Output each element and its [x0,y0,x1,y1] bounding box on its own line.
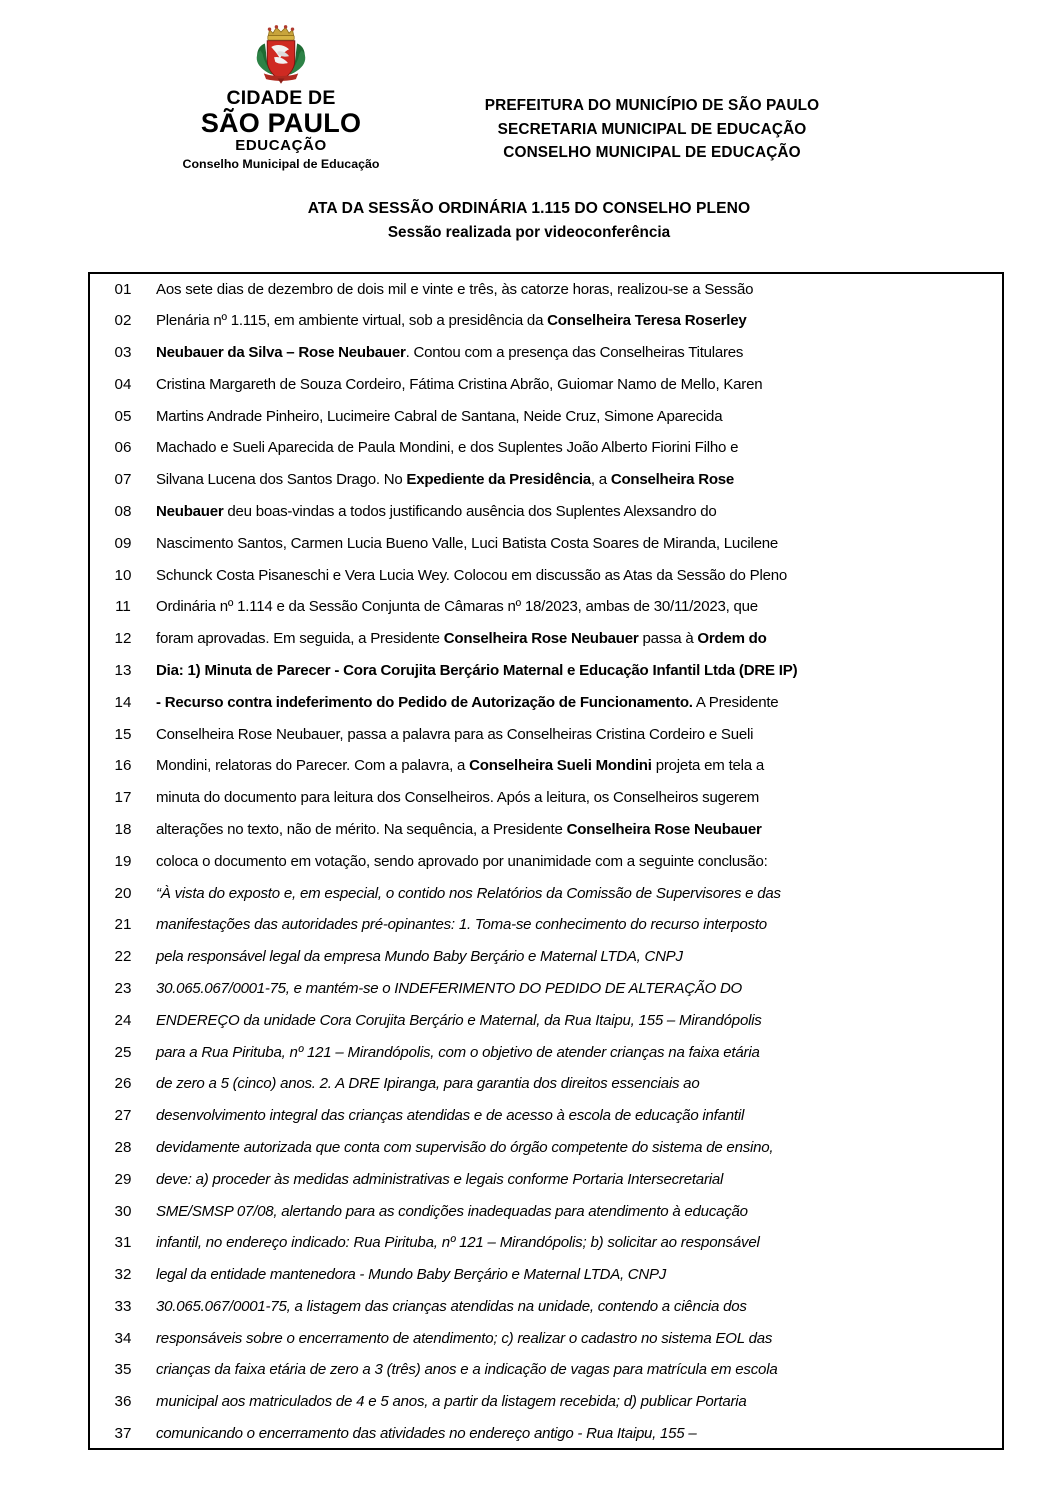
line-text-cell [156,496,1003,528]
line-text-cell [156,1322,1003,1354]
line-text-cell [156,845,1003,877]
line-text-cell [156,1418,1003,1450]
line-text: legal da entidade mantenedora - Mundo Baby Berçário e Maternal LTDA, CNPJ [156,1266,666,1284]
line-text-cell [156,368,1003,400]
line-text-cell [156,1100,1003,1132]
line-number-cell: 02 [114,312,132,330]
line-text: Plenária nº 1.115, em ambiente virtual, sob a presidência da Conselheira Teresa Roserley [156,312,747,330]
table-row [89,368,1003,400]
line-text: minuta do documento para leitura dos Conselheiros. Após a leitura, os Conselheiros sugerem [156,789,760,807]
line-number-cell: 24 [114,1011,132,1029]
line-text: Nascimento Santos, Carmen Lucia Bueno Valle, Luci Batista Costa Soares de Miranda, Lucilene [156,534,779,552]
line-text-cell [156,1068,1003,1100]
table-row [89,655,1003,687]
line-text-cell [156,782,1003,814]
line-number-cell: 20 [114,884,132,902]
table-row [89,973,1003,1005]
line-text: pela responsável legal da empresa Mundo Baby Berçário e Maternal LTDA, CNPJ [156,948,683,966]
line-text-cell [156,273,1003,305]
line-number-cell: 35 [114,1361,132,1379]
line-text: municipal aos matriculados de 4 e 5 anos, a partir da listagem recebida; d) publicar Portaria [156,1393,747,1411]
line-number-cell: 28 [114,1138,132,1156]
line-number-cell: 09 [114,534,132,552]
line-text: Schunck Costa Pisaneschi e Vera Lucia Wey. Colocou em discussão as Atas da Sessão do Pleno [156,566,788,584]
table-row [89,909,1003,941]
line-text: 30.065.067/0001-75, a listagem das crianças atendidas na unidade, contendo a ciência dos [156,1297,747,1315]
line-number-cell: 16 [114,757,132,775]
line-text-cell [156,305,1003,337]
line-number-cell: 27 [114,1107,132,1125]
document-title-block [0,197,1058,244]
line-number-cell: 07 [114,471,132,489]
line-text-cell [156,1004,1003,1036]
line-number-cell: 33 [114,1297,132,1315]
sao-paulo-education-logo [168,24,394,172]
page-title: ATA DA SESSÃO ORDINÁRIA 1.115 DO CONSELHO PLENO [307,200,751,217]
line-text: Silvana Lucena dos Santos Drago. No Expediente da Presidência, a Conselheira Rose [156,471,735,489]
table-row [89,559,1003,591]
line-text-cell [156,655,1003,687]
ata-line-table [88,272,1004,1450]
logo-line-cidade-de: CIDADE DE [226,87,336,109]
line-number-cell: 08 [114,502,132,520]
line-text-cell [156,1195,1003,1227]
line-number-cell: 31 [114,1234,132,1252]
line-text: coloca o documento em votação, sendo aprovado por unanimidade com a seguinte conclusão: [156,852,768,870]
line-number-cell: 05 [114,407,132,425]
line-number-cell: 23 [114,979,132,997]
line-text: Dia: 1) Minuta de Parecer - Cora Corujita Berçário Maternal e Educação Infantil Ltda (DRE IP) [156,661,798,679]
line-number-cell: 14 [114,693,132,711]
line-number-cell: 26 [114,1075,132,1093]
line-text-cell [156,1354,1003,1386]
table-row [89,337,1003,369]
line-text-cell [156,432,1003,464]
line-text: manifestações das autoridades pré-opinantes: 1. Toma-se conhecimento do recurso interposto [156,916,767,934]
line-text: foram aprovadas. Em seguida, a Presidente Conselheira Rose Neubauer passa à Ordem do [156,630,767,648]
line-text-cell [156,973,1003,1005]
line-number-cell: 12 [114,630,132,648]
line-number-cell: 29 [114,1170,132,1188]
line-text: Machado e Sueli Aparecida de Paula Mondini, e dos Suplentes João Alberto Fiorini Filho e [156,439,739,457]
table-row [89,1291,1003,1323]
logo-line-conselho-municipal: Conselho Municipal de Educação [182,157,380,171]
line-text: ENDEREÇO da unidade Cora Corujita Berçário e Maternal, da Rua Itaipu, 155 – Mirandópolis [156,1011,762,1029]
logo-line-educacao: EDUCAÇÃO [235,137,327,154]
line-number-cell: 13 [114,661,132,679]
table-row [89,305,1003,337]
table-row [89,496,1003,528]
line-number-cell: 22 [114,948,132,966]
table-row [89,877,1003,909]
line-text-cell [156,718,1003,750]
line-number-cell: 11 [115,598,131,616]
line-text: 30.065.067/0001-75, e mantém-se o INDEFERIMENTO DO PEDIDO DE ALTERAÇÃO DO [156,979,742,997]
line-text-cell [156,400,1003,432]
table-row [89,1004,1003,1036]
org-title-secretaria: SECRETARIA MUNICIPAL DE EDUCAÇÃO [497,120,807,138]
line-text: Neubauer deu boas-vindas a todos justificando ausência dos Suplentes Alexsandro do [156,502,717,520]
line-text: Aos sete dias de dezembro de dois mil e vinte e três, às catorze horas, realizou-se a Sessão [156,280,754,298]
table-row [89,1227,1003,1259]
table-row [89,432,1003,464]
table-row [89,1322,1003,1354]
table-row [89,1132,1003,1164]
table-row [89,1418,1003,1450]
line-number-cell: 37 [114,1424,132,1442]
org-title-conselho: CONSELHO MUNICIPAL DE EDUCAÇÃO [503,144,801,161]
table-row [89,686,1003,718]
line-text: comunicando o encerramento das atividades no endereço antigo - Rua Itaipu, 155 – [156,1424,697,1442]
line-text-cell [156,559,1003,591]
line-number-cell: 06 [114,439,132,457]
line-text: Neubauer da Silva – Rose Neubauer. Contou com a presença das Conselheiras Titulares [156,343,744,361]
line-text: alterações no texto, não de mérito. Na sequência, a Presidente Conselheira Rose Neubauer [156,820,762,838]
line-text-cell [156,337,1003,369]
org-title-prefeitura: PREFEITURA DO MUNICÍPIO DE SÃO PAULO [484,97,820,114]
line-text-cell [156,527,1003,559]
line-text: para a Rua Pirituba, nº 121 – Mirandópolis, com o objetivo de atender crianças na faixa etária [156,1043,760,1061]
table-row [89,782,1003,814]
line-number-cell: 15 [114,725,132,743]
line-text: Ordinária nº 1.114 e da Sessão Conjunta de Câmaras nº 18/2023, ambas de 30/11/2023, que [156,598,758,616]
line-text: “À vista do exposto e, em especial, o contido nos Relatórios da Comissão de Supervisores e das [156,884,781,902]
table-row [89,941,1003,973]
line-text-cell [156,464,1003,496]
line-text: Conselheira Rose Neubauer, passa a palavra para as Conselheiras Cristina Cordeiro e Sueli [156,725,754,743]
table-row [89,623,1003,655]
line-text-cell [156,591,1003,623]
table-row [89,814,1003,846]
table-row [89,1100,1003,1132]
line-text-cell [156,877,1003,909]
table-row [89,464,1003,496]
line-text: desenvolvimento integral das crianças atendidas e de acesso à escola de educação infantil [156,1107,745,1125]
line-number-cell: 17 [114,789,132,807]
logo-line-sao-paulo: SÃO PAULO [200,108,362,138]
line-number-cell: 10 [114,566,132,584]
line-number-cell: 30 [114,1202,132,1220]
line-number-cell: 25 [114,1043,132,1061]
table-row [89,1259,1003,1291]
table-row [89,1386,1003,1418]
table-row [89,527,1003,559]
line-text: Cristina Margareth de Souza Cordeiro, Fátima Cristina Abrão, Guiomar Namo de Mello, Karen [156,375,763,393]
table-row [89,1068,1003,1100]
page-subtitle: Sessão realizada por videoconferência [387,224,671,241]
line-text: responsáveis sobre o encerramento de atendimento; c) realizar o cadastro no sistema EOL das [156,1329,773,1347]
document-header [0,18,1058,178]
line-text-cell [156,1163,1003,1195]
line-text-cell [156,1227,1003,1259]
table-row [89,1036,1003,1068]
line-number-cell: 03 [114,343,132,361]
table-row [89,845,1003,877]
ata-table-body [89,273,1003,1449]
table-row [89,273,1003,305]
table-row [89,1195,1003,1227]
line-text-cell [156,1036,1003,1068]
table-row [89,750,1003,782]
line-text-cell [156,623,1003,655]
line-number-cell: 34 [114,1329,132,1347]
line-text-cell [156,750,1003,782]
line-text: de zero a 5 (cinco) anos. 2. A DRE Ipiranga, para garantia dos direitos essenciais ao [156,1075,700,1093]
line-text-cell [156,1386,1003,1418]
line-text: Mondini, relatoras do Parecer. Com a palavra, a Conselheira Sueli Mondini projeta em tela a [156,757,765,775]
line-text-cell [156,686,1003,718]
line-number-cell: 32 [114,1266,132,1284]
table-row [89,718,1003,750]
sao-paulo-coat-of-arms-icon [252,24,310,86]
line-text: devidamente autorizada que conta com supervisão do órgão competente do sistema de ensino, [156,1138,774,1156]
table-row [89,1354,1003,1386]
table-row [89,400,1003,432]
line-number-cell: 01 [114,280,132,298]
organization-titles [400,94,904,165]
line-text-cell [156,814,1003,846]
line-number-cell: 04 [114,375,132,393]
line-number-cell: 19 [114,852,132,870]
line-text: Martins Andrade Pinheiro, Lucimeire Cabral de Santana, Neide Cruz, Simone Aparecida [156,407,723,425]
line-number-cell: 18 [114,820,132,838]
line-text: SME/SMSP 07/08, alertando para as condições inadequadas para atendimento à educação [156,1202,748,1220]
line-number-cell: 36 [114,1393,132,1411]
line-text-cell [156,1259,1003,1291]
line-text-cell [156,1132,1003,1164]
line-text-cell [156,941,1003,973]
line-text: - Recurso contra indeferimento do Pedido de Autorização de Funcionamento. A Presidente [156,693,779,711]
line-text-cell [156,909,1003,941]
table-row [89,591,1003,623]
table-row [89,1163,1003,1195]
line-text: crianças da faixa etária de zero a 3 (três) anos e a indicação de vagas para matrícula em escola [156,1361,778,1379]
line-text: infantil, no endereço indicado: Rua Pirituba, nº 121 – Mirandópolis; b) solicitar ao responsável [156,1234,760,1252]
line-text-cell [156,1291,1003,1323]
line-text: deve: a) proceder às medidas administrativas e legais conforme Portaria Intersecretarial [156,1170,724,1188]
line-number-cell: 21 [114,916,132,934]
